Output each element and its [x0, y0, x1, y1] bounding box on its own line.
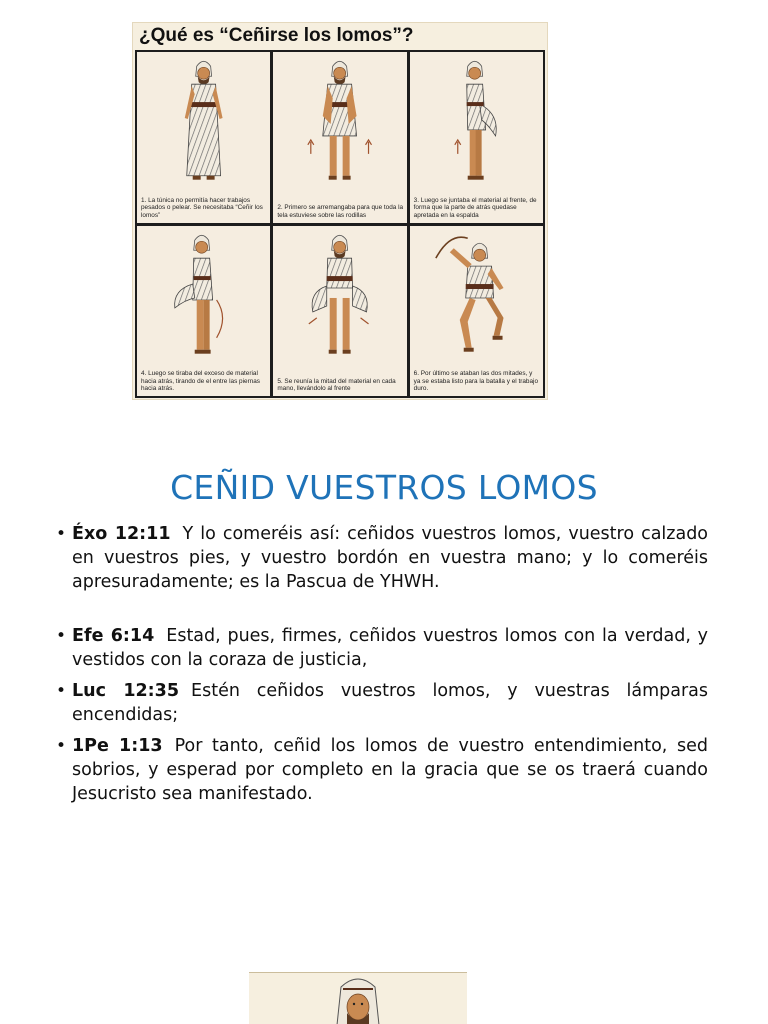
figure-panel-4: [137, 226, 270, 397]
man-gathering-front-illustration: [410, 54, 543, 184]
panel-caption: 3. Luego se juntaba el material al frente, de forma que la parte de atrás quedase apretada en la espalda: [413, 196, 537, 219]
man-running-illustration: [410, 228, 543, 358]
list-item: [56, 522, 708, 594]
verse-reference: Éxo 12:11: [72, 524, 171, 544]
figure-panel-5: [273, 226, 406, 397]
verse-text: Y lo comeréis así: ceñidos vuestros lomos, vuestro calzado en vuestros pies, y vuestro bordón en vuestra mano; y lo comeréis apresuradamente; es la Pascua de YHWH.: [72, 524, 709, 592]
page-title: CEÑID VUESTROS LOMOS: [170, 468, 598, 507]
figure-panel-3: [410, 52, 543, 223]
bottom-illustration: [249, 972, 467, 1024]
list-item: [56, 679, 708, 727]
figure-panel-6: [410, 226, 543, 397]
bullet: •: [56, 524, 67, 544]
list-item: [56, 734, 708, 806]
figure-panel-1: [137, 52, 270, 223]
man-headdress-illustration: [249, 973, 467, 1024]
list-item: [56, 624, 708, 672]
figure-title: ¿Qué es “Ceñirse los lomos”?: [139, 25, 414, 46]
verse-list: [56, 522, 708, 806]
panel-caption: 2. Primero se arremangaba para que toda la tela estuviese sobre las rodillas: [277, 204, 404, 219]
verse-text: Estén ceñidos vuestros lomos, y vuestras lámparas encendidas;: [72, 681, 708, 725]
man-pulling-back-illustration: [137, 228, 270, 358]
illustration-figure: [132, 22, 548, 400]
panel-caption: 6. Por último se ataban las dos mitades, y ya se estaba listo para la batalla y el trabajo duro.: [413, 370, 538, 393]
verse-reference: 1Pe 1:13: [72, 736, 163, 756]
panel-caption: 1. La túnica no permitía hacer trabajos pesados o pelear. Se necesitaba “Ceñir los lomos”: [141, 196, 263, 219]
man-long-tunic-illustration: [137, 54, 270, 184]
panel-caption: 5. Se reunía la mitad del material en cada mano, llevándolo al frente: [277, 377, 396, 393]
man-tunic-lifted-illustration: [273, 54, 406, 184]
panel-caption: 4. Luego se tiraba del exceso de material hacia atrás, tirando de el entre las piernas hacia atrás.: [141, 370, 261, 393]
verse-reference: Luc 12:35: [72, 681, 180, 701]
verse-text: Estad, pues, firmes, ceñidos vuestros lomos con la verdad, y vestidos con la coraza de justicia,: [72, 626, 709, 670]
verse-text: Por tanto, ceñid los lomos de vuestro entendimiento, sed sobrios, y esperad por completo en la gracia que se os traerá cuando Jesucristo sea manifestado.: [72, 736, 708, 804]
figure-panel-2: [273, 52, 406, 223]
bullet: •: [56, 681, 67, 701]
figure-grid: [135, 50, 545, 398]
man-two-halves-illustration: [273, 228, 406, 358]
bullet: •: [56, 736, 67, 756]
verse-reference: Efe 6:14: [72, 626, 155, 646]
bullet: •: [56, 626, 67, 646]
